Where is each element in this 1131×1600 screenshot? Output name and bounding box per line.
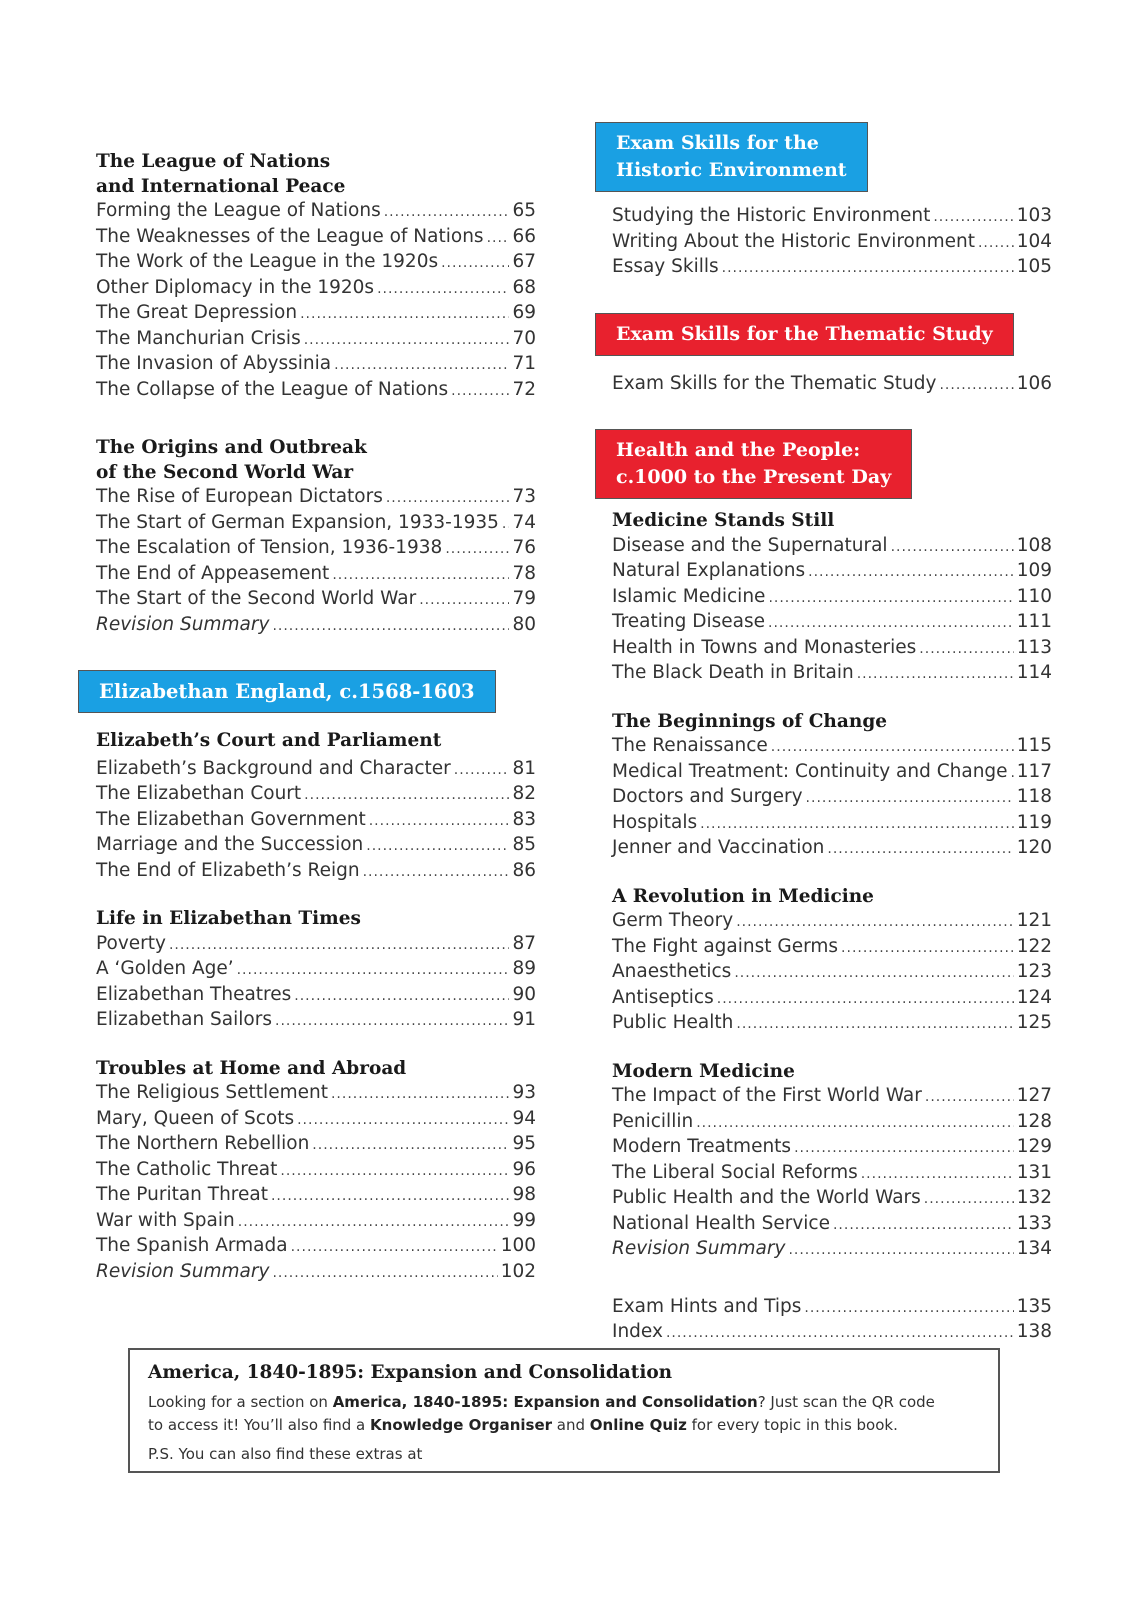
dot-leader <box>454 758 510 783</box>
entry-page-number: 102 <box>500 1260 536 1282</box>
entry-list <box>96 932 536 1034</box>
section-title: Elizabeth’s Court and Parliament <box>96 730 442 751</box>
dot-leader <box>312 1133 509 1158</box>
entry-page-number: 96 <box>512 1158 536 1180</box>
entry-page-number: 87 <box>512 932 536 954</box>
entry-title: The Work of the League in the 1920s <box>96 251 439 272</box>
entry-page-number: 133 <box>1016 1212 1052 1234</box>
entry-title: Disease and the Supernatural <box>612 534 888 556</box>
entry-page-number: 85 <box>512 834 536 855</box>
dot-leader <box>933 205 1013 230</box>
entry-title: The Collapse of the League of Nations <box>96 378 449 400</box>
toc-entry <box>96 1183 536 1209</box>
entry-title: Health in Towns and Monasteries <box>612 636 917 658</box>
section-title: Medicine Stands Still <box>612 510 835 531</box>
toc-entry <box>612 610 1052 636</box>
entry-title: The Fight against Germs <box>612 935 839 957</box>
dot-leader <box>272 614 509 639</box>
section-title: Life in Elizabethan Times <box>96 908 361 929</box>
entry-page-number: 113 <box>1016 636 1052 658</box>
entry-list <box>612 372 1052 398</box>
toc-entry <box>96 485 536 511</box>
entry-title: Hospitals <box>612 811 698 833</box>
entry-title: National Health Service <box>612 1212 830 1234</box>
toc-entry <box>96 833 536 859</box>
toc-entry <box>96 587 536 613</box>
entry-page-number: 79 <box>512 588 536 609</box>
entry-page-number: 119 <box>1016 811 1052 833</box>
toc-entry <box>612 960 1052 986</box>
health-banner-wrap <box>595 429 1052 499</box>
dot-leader <box>275 1009 509 1034</box>
entry-page-number: 131 <box>1016 1161 1052 1183</box>
dot-leader <box>441 251 509 276</box>
entry-list <box>612 1295 1052 1346</box>
entry-page-number: 71 <box>512 353 536 374</box>
entry-title: The Catholic Threat <box>96 1158 278 1180</box>
entry-page-number: 104 <box>1016 230 1052 252</box>
dot-leader <box>827 837 1013 862</box>
dot-leader <box>768 611 1014 636</box>
toc-entry <box>96 301 536 327</box>
dot-leader <box>925 1085 1014 1110</box>
toc-entry <box>96 932 536 958</box>
entry-page-number: 67 <box>512 251 536 272</box>
entry-title: Public Health <box>612 1012 734 1033</box>
toc-entry <box>96 782 536 808</box>
entry-title: Treating Disease <box>612 611 766 632</box>
toc-entry <box>612 760 1052 786</box>
dot-leader <box>369 809 510 834</box>
dot-leader <box>280 1159 509 1184</box>
dot-leader <box>331 1082 509 1107</box>
entry-page-number: 69 <box>512 302 536 323</box>
toc-entry <box>612 661 1052 687</box>
toc-entry <box>96 352 536 378</box>
dot-leader <box>294 984 509 1009</box>
toc-entry <box>612 230 1052 256</box>
entry-title: Studying the Historic Environment <box>612 205 931 226</box>
dot-leader <box>804 1296 1013 1321</box>
dot-leader <box>419 588 509 613</box>
thematic-banner-wrap <box>595 313 1052 356</box>
entry-page-number: 99 <box>512 1209 536 1231</box>
entry-title: Doctors and Surgery <box>612 786 803 807</box>
dot-leader <box>808 560 1014 585</box>
section-title: Modern Medicine <box>612 1060 795 1082</box>
toc-entry <box>612 372 1052 398</box>
dot-leader <box>700 812 1014 837</box>
entry-page-number: 80 <box>512 613 536 635</box>
entry-title: Elizabethan Theatres <box>96 983 292 1005</box>
toc-entry <box>96 1260 536 1286</box>
entry-page-number: 74 <box>512 511 536 533</box>
entry-page-number: 138 <box>1016 1321 1052 1342</box>
dot-leader <box>841 936 1014 961</box>
toc-entry <box>612 811 1052 837</box>
entry-title: Poverty <box>96 932 166 954</box>
historic-banner-wrap <box>595 122 1052 192</box>
toc-entry <box>612 986 1052 1012</box>
entry-title: Exam Skills for the Thematic Study <box>612 372 937 394</box>
entry-title: Exam Hints and Tips <box>612 1295 802 1317</box>
entry-page-number: 76 <box>512 537 536 558</box>
dot-leader <box>768 586 1013 611</box>
entry-list <box>612 534 1052 687</box>
entry-title: Modern Treatments <box>612 1136 792 1157</box>
entry-page-number: 94 <box>512 1107 536 1129</box>
entry-page-number: 91 <box>512 1009 536 1030</box>
entry-page-number: 81 <box>512 757 536 779</box>
end-section <box>612 1295 1052 1346</box>
entry-page-number: 90 <box>512 983 536 1005</box>
dot-leader <box>736 1012 1013 1037</box>
entry-list <box>612 204 1052 281</box>
dot-leader <box>666 1321 1014 1346</box>
dot-leader <box>334 353 509 378</box>
toc-entry <box>96 511 536 537</box>
dot-leader <box>169 933 510 958</box>
toc-entry <box>96 1081 536 1107</box>
toc-entry <box>96 613 536 639</box>
entry-title: The Rise of European Dictators <box>96 486 383 507</box>
notice-bold-text: Knowledge Organiser <box>370 1416 553 1434</box>
entry-page-number: 68 <box>512 276 536 298</box>
entry-page-number: 106 <box>1016 372 1052 394</box>
toc-entry <box>612 559 1052 585</box>
historic-banner: Exam Skills for the Historic Environment <box>595 122 868 192</box>
toc-entry <box>96 1158 536 1184</box>
toc-entry <box>96 327 536 353</box>
entry-title: War with Spain <box>96 1209 235 1231</box>
dot-leader <box>833 1213 1014 1238</box>
entry-title: The Manchurian Crisis <box>96 327 301 349</box>
entry-page-number: 86 <box>512 859 536 881</box>
entry-title: Natural Explanations <box>612 560 806 581</box>
dot-leader <box>696 1111 1013 1136</box>
troubles-section <box>96 1057 536 1286</box>
elizabethan-banner-wrap <box>78 670 536 713</box>
entry-title: Antiseptics <box>612 986 714 1008</box>
entry-page-number: 70 <box>512 327 536 349</box>
entry-page-number: 118 <box>1016 786 1052 807</box>
entry-page-number: 134 <box>1016 1238 1052 1259</box>
revolution-section <box>612 885 1052 1037</box>
entry-page-number: 105 <box>1016 256 1052 277</box>
toc-entry <box>96 983 536 1009</box>
entry-title: The Weaknesses of the League of Nations <box>96 225 484 247</box>
toc-entry <box>612 734 1052 760</box>
entry-page-number: 125 <box>1016 1012 1052 1033</box>
dot-leader <box>238 1210 510 1235</box>
entry-page-number: 89 <box>512 958 536 979</box>
entry-page-number: 93 <box>512 1082 536 1103</box>
section-title: The Beginnings of Change <box>612 710 888 732</box>
entry-title: The Impact of the First World War <box>612 1085 922 1106</box>
entry-title: The Start of the Second World War <box>96 588 417 609</box>
entry-title: The Liberal Social Reforms <box>612 1161 858 1183</box>
entry-page-number: 83 <box>512 808 536 830</box>
toc-entry <box>612 935 1052 961</box>
entry-list <box>612 734 1052 862</box>
entry-page-number: 124 <box>1016 986 1052 1008</box>
entry-page-number: 98 <box>512 1184 536 1205</box>
toc-entry <box>96 757 536 783</box>
toc-entry <box>96 1132 536 1158</box>
toc-entry <box>96 378 536 404</box>
medicine-still-section <box>612 509 1052 687</box>
section-title: The Origins and Outbreak of the Second World War <box>96 437 367 483</box>
entry-page-number: 72 <box>512 378 536 400</box>
entry-title: Elizabethan Sailors <box>96 1009 272 1030</box>
toc-entry <box>612 1212 1052 1238</box>
entry-page-number: 110 <box>1016 585 1052 607</box>
entry-page-number: 82 <box>512 783 536 804</box>
notice-title: America, 1840-1895: Expansion and Consolidation <box>148 1362 673 1383</box>
entry-title: Public Health and the World Wars <box>612 1187 921 1208</box>
dot-leader <box>451 379 509 404</box>
toc-entry <box>612 1237 1052 1263</box>
dot-leader <box>297 1108 509 1133</box>
toc-entry <box>612 1186 1052 1212</box>
toc-entry <box>612 1084 1052 1110</box>
dot-leader <box>237 958 510 983</box>
entry-page-number: 73 <box>512 486 536 507</box>
toc-entry <box>96 1008 536 1034</box>
america-notice-box <box>128 1348 1000 1473</box>
dot-leader <box>304 328 510 353</box>
notice-ps: P.S. You can also find these extras at <box>148 1445 423 1463</box>
entry-title: Writing About the Historic Environment <box>612 230 975 252</box>
entry-page-number: 111 <box>1016 611 1052 632</box>
beginnings-section <box>612 710 1052 862</box>
entry-title: The Elizabethan Government <box>96 808 366 830</box>
dot-leader <box>445 537 509 562</box>
thematic-banner: Exam Skills for the Thematic Study <box>595 313 1014 356</box>
entry-page-number: 122 <box>1016 935 1052 957</box>
dot-leader <box>1011 761 1014 786</box>
toc-entry <box>612 909 1052 935</box>
entry-title: The Black Death in Britain <box>612 662 854 683</box>
entry-title: Marriage and the Succession <box>96 834 364 855</box>
toc-entry <box>96 1209 536 1235</box>
entry-page-number: 129 <box>1016 1136 1052 1157</box>
toc-entry <box>96 1107 536 1133</box>
toc-entry <box>96 250 536 276</box>
entry-title: The Northern Rebellion <box>96 1133 310 1154</box>
toc-entry <box>612 636 1052 662</box>
health-banner: Health and the People: c.1000 to the Present Day <box>595 429 912 499</box>
entry-page-number: 121 <box>1016 910 1052 931</box>
entry-page-number: 103 <box>1016 205 1052 226</box>
dot-leader <box>272 1261 497 1286</box>
notice-text: and <box>552 1416 590 1434</box>
toc-entry <box>96 199 536 225</box>
dot-leader <box>722 256 1014 281</box>
entry-title: Anaesthetics <box>612 961 732 982</box>
notice-text: to access it! You’ll also find a <box>148 1416 371 1434</box>
entry-title: Elizabeth’s Background and Character <box>96 757 451 779</box>
entry-list <box>96 485 536 638</box>
entry-title: Other Diplomacy in the 1920s <box>96 276 375 298</box>
dot-leader <box>857 662 1014 687</box>
toc-entry <box>96 225 536 251</box>
section-title: A Revolution in Medicine <box>612 885 874 907</box>
entry-page-number: 65 <box>512 200 536 221</box>
toc-entry <box>612 1161 1052 1187</box>
toc-entry <box>612 204 1052 230</box>
life-section <box>96 907 536 1034</box>
toc-entry <box>96 536 536 562</box>
dot-leader <box>291 1235 498 1260</box>
entry-title: The Start of German Expansion, 1933-1935 <box>96 511 499 533</box>
dot-leader <box>717 987 1014 1012</box>
right-column <box>612 122 1052 1369</box>
entry-title: Revision Summary <box>96 613 270 635</box>
entry-list <box>96 757 536 885</box>
dot-leader <box>919 637 1013 662</box>
toc-entry <box>96 808 536 834</box>
dot-leader <box>377 277 509 302</box>
entry-title: Forming the League of Nations <box>96 200 381 221</box>
left-column <box>96 150 536 1308</box>
toc-entry <box>612 534 1052 560</box>
entry-title: Revision Summary <box>612 1238 786 1259</box>
entry-title: The End of Elizabeth’s Reign <box>96 859 360 881</box>
entry-list <box>612 909 1052 1037</box>
notice-text: ? Just scan the QR code <box>757 1393 935 1411</box>
entry-page-number: 66 <box>512 225 536 247</box>
dot-leader <box>384 200 510 225</box>
dot-leader <box>794 1136 1014 1161</box>
notice-line-1 <box>148 1391 980 1414</box>
toc-entry <box>612 836 1052 862</box>
entry-list <box>96 199 536 403</box>
entry-title: Jenner and Vaccination <box>612 837 825 858</box>
notice-bold-text: America, 1840-1895: Expansion and Consolidation <box>332 1393 758 1411</box>
notice-line-2 <box>148 1414 980 1437</box>
dot-leader <box>939 373 1013 398</box>
entry-title: The Puritan Threat <box>96 1184 268 1205</box>
entry-page-number: 109 <box>1016 560 1052 581</box>
dot-leader <box>788 1238 1013 1263</box>
entry-page-number: 100 <box>500 1235 536 1256</box>
entry-list <box>612 1084 1052 1263</box>
entry-page-number: 108 <box>1016 534 1052 556</box>
entry-title: The Religious Settlement <box>96 1082 328 1103</box>
entry-page-number: 95 <box>512 1133 536 1154</box>
toc-entry <box>96 957 536 983</box>
dot-leader <box>771 735 1014 760</box>
entry-page-number: 123 <box>1016 961 1052 982</box>
entry-title: The End of Appeasement <box>96 562 330 584</box>
dot-leader <box>734 961 1013 986</box>
modern-section <box>612 1060 1052 1263</box>
entry-page-number: 132 <box>1016 1187 1052 1208</box>
dot-leader <box>487 226 510 251</box>
entry-title: Penicillin <box>612 1110 694 1132</box>
dot-leader <box>366 834 509 859</box>
entry-title: The Elizabethan Court <box>96 783 302 804</box>
entry-title: A ‘Golden Age’ <box>96 958 234 979</box>
toc-entry <box>96 1234 536 1260</box>
entry-page-number: 128 <box>1016 1110 1052 1132</box>
entry-title: The Renaissance <box>612 735 768 756</box>
dot-leader <box>363 860 510 885</box>
section-title: Troubles at Home and Abroad <box>96 1057 407 1079</box>
toc-entry <box>612 585 1052 611</box>
toc-entry <box>612 1110 1052 1136</box>
entry-page-number: 120 <box>1016 837 1052 858</box>
entry-title: Mary, Queen of Scots <box>96 1107 295 1129</box>
dot-leader <box>861 1162 1014 1187</box>
toc-entry <box>96 276 536 302</box>
thematic-section <box>612 372 1052 398</box>
entry-page-number: 78 <box>512 562 536 584</box>
toc-entry <box>612 1011 1052 1037</box>
notice-bold-text: Online Quiz <box>589 1416 687 1434</box>
entry-title: Essay Skills <box>612 256 719 277</box>
toc-entry <box>612 1135 1052 1161</box>
league-section <box>96 150 536 403</box>
toc-entry <box>612 255 1052 281</box>
entry-title: The Spanish Armada <box>96 1235 288 1256</box>
entry-title: Index <box>612 1321 663 1342</box>
origins-section <box>96 436 536 638</box>
dot-leader <box>304 783 509 808</box>
entry-title: The Escalation of Tension, 1936-1938 <box>96 537 443 558</box>
elizabethan-banner: Elizabethan England, c.1568-1603 <box>78 670 496 713</box>
entry-page-number: 117 <box>1016 760 1052 782</box>
dot-leader <box>978 231 1014 256</box>
court-section <box>96 729 536 884</box>
entry-page-number: 115 <box>1016 735 1052 756</box>
dot-leader <box>924 1187 1014 1212</box>
dot-leader <box>736 910 1014 935</box>
toc-entry <box>96 562 536 588</box>
entry-list <box>96 1081 536 1285</box>
entry-page-number: 114 <box>1016 662 1052 683</box>
notice-text: for every topic in this book. <box>686 1416 898 1434</box>
dot-leader <box>300 302 509 327</box>
entry-title: The Invasion of Abyssinia <box>96 353 332 374</box>
entry-title: Medical Treatment: Continuity and Change <box>612 760 1008 782</box>
dot-leader <box>386 486 510 511</box>
dot-leader <box>891 535 1014 560</box>
entry-title: Islamic Medicine <box>612 585 766 607</box>
dot-leader <box>806 786 1014 811</box>
entry-title: Revision Summary <box>96 1260 270 1282</box>
dot-leader <box>332 563 509 588</box>
toc-entry <box>612 1320 1052 1346</box>
historic-section <box>612 204 1052 281</box>
entry-page-number: 135 <box>1016 1295 1052 1317</box>
entry-title: The Great Depression <box>96 302 298 323</box>
toc-entry <box>612 785 1052 811</box>
entry-title: Germ Theory <box>612 910 734 931</box>
dot-leader <box>502 512 510 537</box>
toc-entry <box>612 1295 1052 1321</box>
notice-text: Looking for a section on <box>148 1393 333 1411</box>
toc-entry <box>96 859 536 885</box>
section-title: The League of Nations and International Peace <box>96 151 346 197</box>
dot-leader <box>271 1184 509 1209</box>
entry-page-number: 127 <box>1016 1085 1052 1106</box>
